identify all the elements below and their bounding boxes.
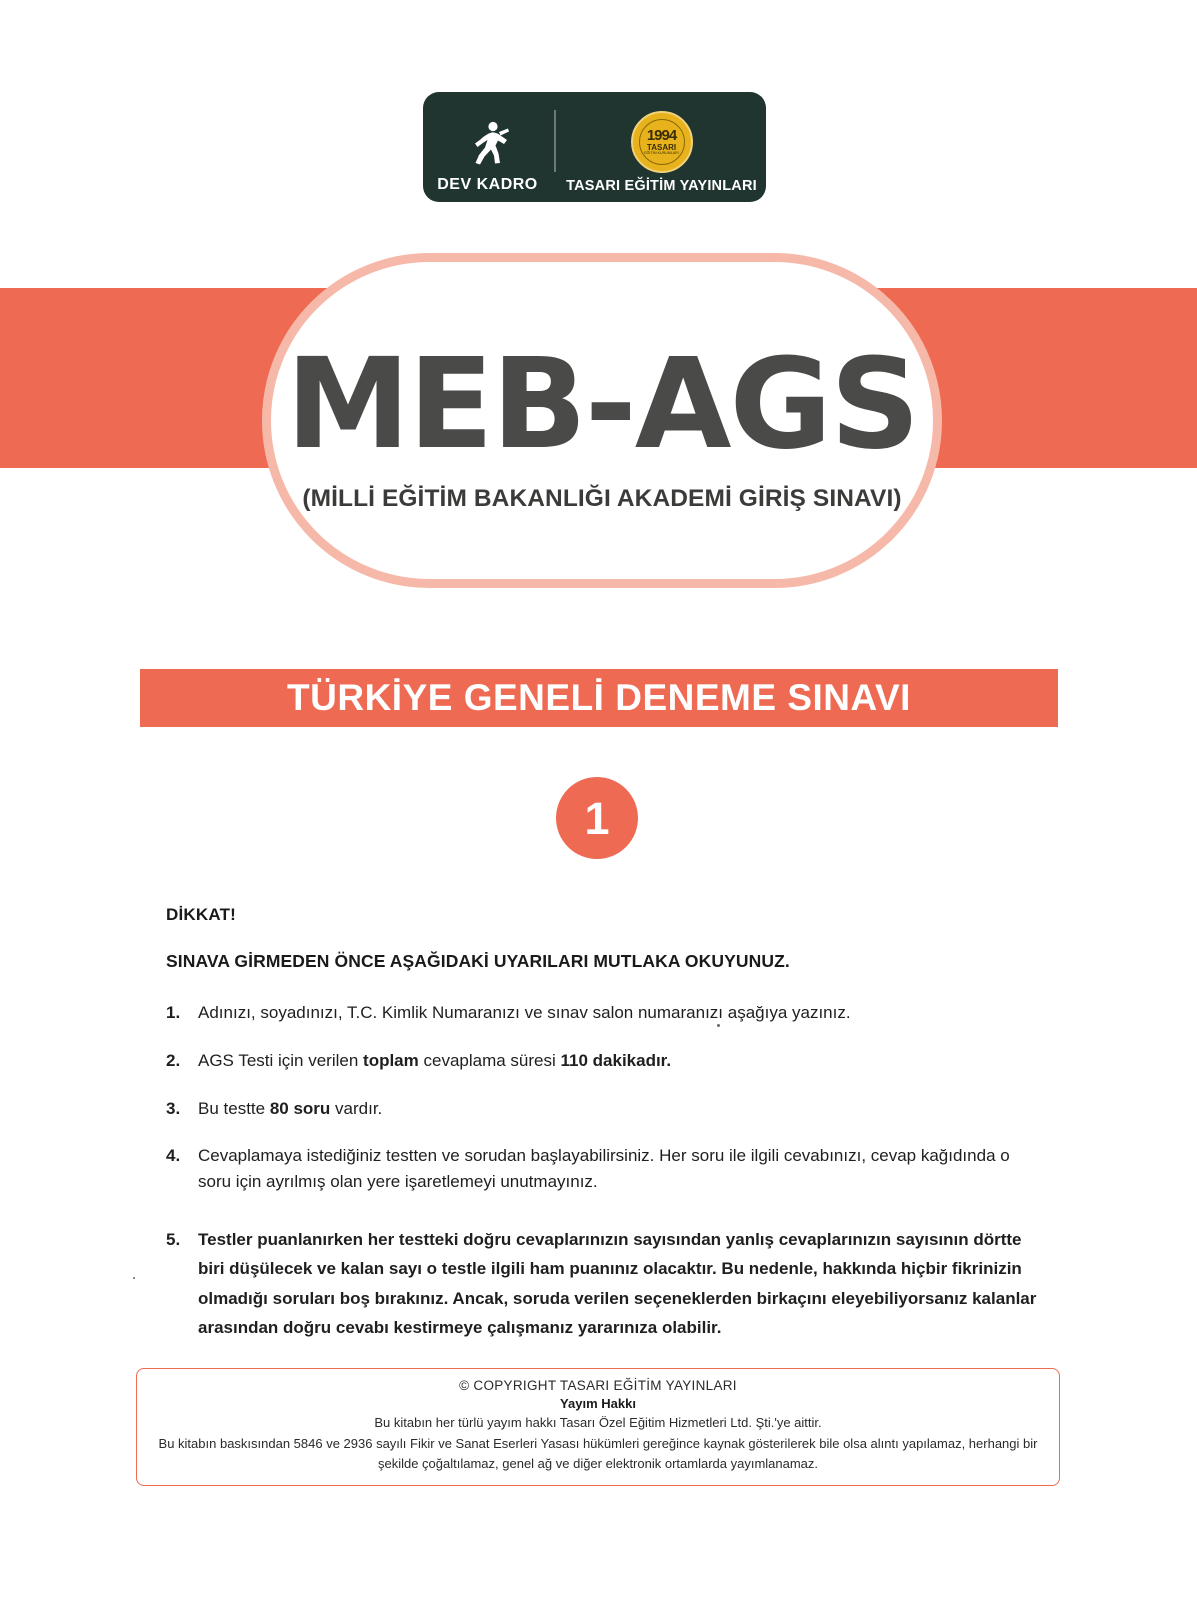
copyright-line-2: Yayım Hakkı: [560, 1396, 636, 1411]
runner-icon: [466, 119, 510, 170]
copyright-box: [136, 1368, 1060, 1486]
seal-mark: 1994: [646, 126, 677, 144]
instruction-rule: [166, 1143, 1046, 1195]
instruction-rule-text: [198, 1048, 1046, 1074]
instruction-rule-segment: 110 dakikadır.: [560, 1050, 672, 1070]
instruction-rule-segment: cevaplama süresi: [418, 1050, 561, 1070]
instruction-rule: [166, 1000, 1046, 1026]
exam-number-badge: [556, 777, 638, 859]
seal-inner: [639, 119, 685, 165]
copyright-line-1: © COPYRIGHT TASARI EĞİTİM YAYINLARI: [459, 1378, 737, 1393]
instruction-rule-segment: 80 soru: [269, 1098, 331, 1118]
instruction-rule-number: 4.: [166, 1146, 181, 1166]
exam-banner-label: TÜRKİYE GENELİ DENEME SINAVI: [287, 677, 911, 718]
instructions-warning: SINAVA GİRMEDEN ÖNCE AŞAĞIDAKİ UYARILARI MUTLAKA OKUYUNUZ.: [166, 951, 790, 971]
instruction-rule-segment: Bu testte: [198, 1098, 270, 1118]
instruction-rule-text: [198, 1143, 1046, 1195]
title-capsule: [262, 253, 942, 588]
tasari-seal-icon: [631, 111, 693, 173]
instructions-rule-list: [166, 1000, 1046, 1342]
instructions-heading: DİKKAT!: [166, 905, 237, 924]
logo-left-label: DEV KADRO: [437, 176, 538, 193]
instruction-rule-number: 1.: [166, 1003, 181, 1022]
logo-divider: [554, 110, 556, 172]
instruction-rule-number: 3.: [166, 1098, 181, 1118]
instruction-rule-segment: Testler puanlanırken her testteki doğru cevaplarınızın sayısından yanlış cevaplarınızın sayısının dörtte biri düşülecek ve kalan sayı o testle ilgili ham puanınız olacaktır. Bu nedenle, hakkında hiçbir fikrinizin olmadığı soruları boş bırakınız. Ancak, soruda verilen seçeneklerden birkaçını eleyebiliyorsanız kalanlar arasından doğru cevabı kestirmeye çalışmanız yararınıza olabilir.: [198, 1230, 1037, 1337]
instruction-rule: [166, 1048, 1046, 1074]
copyright-line-4: Bu kitabın baskısından 5846 ve 2936 sayılı Fikir ve Sanat Eserleri Yasası hükümleri gereğince kaynak gösterilerek bile olsa alıntı yapılamaz, herhangi bir şekilde çoğaltılamaz, genel ağ ve diğer elektronik ortamlarda yayımlanamaz.: [158, 1436, 1038, 1471]
seal-name: TASARI: [646, 142, 677, 152]
instruction-rule-segment: vardır.: [330, 1098, 383, 1118]
seal-sub: EĞİTİM KURUMLARI: [644, 151, 679, 156]
instruction-rule-segment: toplam: [363, 1050, 419, 1070]
logo-right-label: TASARI EĞİTİM YAYINLARI: [566, 178, 757, 194]
instruction-rule-text: [198, 1096, 1046, 1122]
instruction-rule-segment: Adınızı, soyadınızı, T.C. Kimlik Numaranızı ve sınav salon numaranızı aşağıya yazınız.: [198, 1003, 851, 1022]
instruction-rule-text: [198, 1225, 1046, 1342]
instruction-rule: [166, 1096, 1046, 1122]
instruction-rule: [166, 1225, 1046, 1342]
instruction-rule-segment: Cevaplamaya istediğiniz testten ve sorudan başlayabilirsiniz. Her soru ile ilgili cevabınızı, cevap kağıdında o soru için ayrılmış olan yere işaretlemeyi unutmayınız.: [198, 1146, 1010, 1192]
logo-right-group: [562, 92, 762, 202]
scan-speck: [717, 1024, 720, 1027]
exam-number-label: 1: [584, 792, 610, 844]
instructions-section: [166, 905, 1046, 1364]
instruction-rule-number: 5.: [166, 1230, 181, 1250]
copyright-line-3: Bu kitabın her türlü yayım hakkı Tasarı Özel Eğitim Hizmetleri Ltd. Şti.'ye aittir.: [374, 1415, 822, 1430]
scan-speck: [133, 1277, 135, 1279]
page-title: MEB-AGS: [285, 332, 919, 477]
instruction-rule-text: [198, 1000, 1046, 1026]
instruction-rule-segment: AGS Testi için verilen: [198, 1050, 364, 1070]
publisher-logo-bar: [423, 92, 766, 202]
logo-left-group: [428, 92, 548, 202]
instruction-rule-number: 2.: [166, 1050, 181, 1070]
exam-banner: [140, 669, 1058, 727]
page-subtitle: (MİLLİ EĞİTİM BAKANLIĞI AKADEMİ GİRİŞ SINAVI): [302, 485, 902, 512]
